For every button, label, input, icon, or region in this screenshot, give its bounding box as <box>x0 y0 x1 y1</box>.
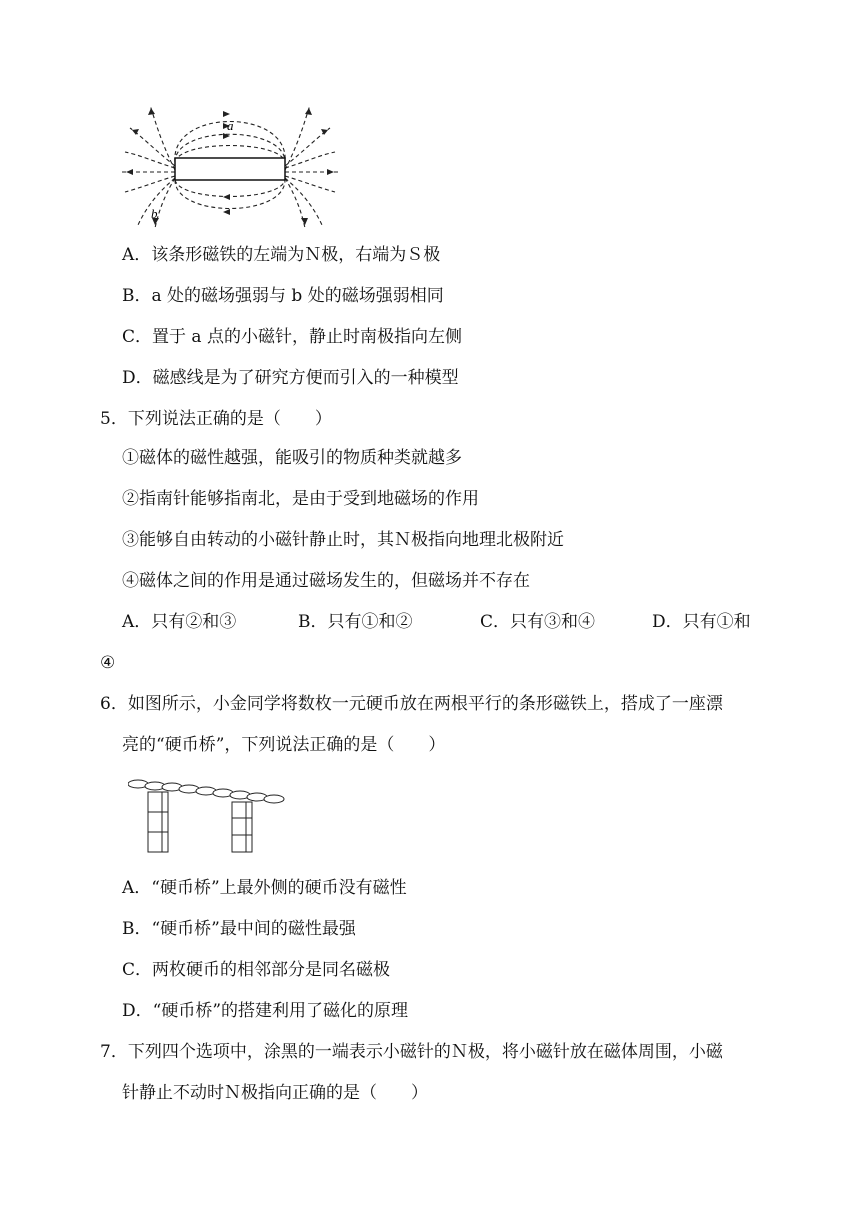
q5-option-d-wrap: ④ <box>100 653 116 673</box>
q5-option-a: A．只有②和③ <box>122 612 237 632</box>
q5-statement-2: ②指南针能够指南北，是由于受到地磁场的作用 <box>122 489 479 509</box>
q6-option-a: A．“硬币桥”上最外侧的硬币没有磁性 <box>122 878 407 898</box>
q4-option-c: C．置于 a 点的小磁针，静止时南极指向左侧 <box>122 327 462 347</box>
q5-option-b: B．只有①和② <box>298 612 413 632</box>
q7-stem-line2: 针静止不动时Ｎ极指向正确的是（ ） <box>122 1083 428 1103</box>
q7-stem-line1: 7．下列四个选项中，涂黑的一端表示小磁针的Ｎ极，将小磁针放在磁体周围，小磁 <box>100 1042 723 1062</box>
q6-stem-line1: 6．如图所示，小金同学将数枚一元硬币放在两根平行的条形磁铁上，搭成了一座漂 <box>100 694 723 714</box>
coin-bridge-figure <box>128 770 288 860</box>
q5-stem: 5．下列说法正确的是（ ） <box>100 409 332 429</box>
q6-option-c: C．两枚硬币的相邻部分是同名磁极 <box>122 960 391 980</box>
q6-option-d: D．“硬币桥”的搭建利用了磁化的原理 <box>122 1001 409 1021</box>
q4-option-b: B．a 处的磁场强弱与 b 处的磁场强弱相同 <box>122 286 444 306</box>
label-a: a <box>227 118 234 133</box>
q4-option-d: D．磁感线是为了研究方便而引入的一种模型 <box>122 368 459 388</box>
q5-statement-1: ①磁体的磁性越强，能吸引的物质种类就越多 <box>122 448 462 468</box>
q5-statement-3: ③能够自由转动的小磁针静止时，其Ｎ极指向地理北极附近 <box>122 530 564 550</box>
q5-option-c: C．只有③和④ <box>480 612 596 632</box>
q6-stem-line2: 亮的“硬币桥”，下列说法正确的是（ ） <box>122 735 446 755</box>
bar-magnet-field-figure <box>120 100 340 230</box>
q5-option-d: D．只有①和 <box>652 612 751 632</box>
q6-option-b: B．“硬币桥”最中间的磁性最强 <box>122 919 356 939</box>
q4-option-a: A．该条形磁铁的左端为Ｎ极，右端为Ｓ极 <box>122 245 441 265</box>
q5-statement-4: ④磁体之间的作用是通过磁场发生的，但磁场并不存在 <box>122 571 530 591</box>
label-b: b <box>151 206 158 221</box>
